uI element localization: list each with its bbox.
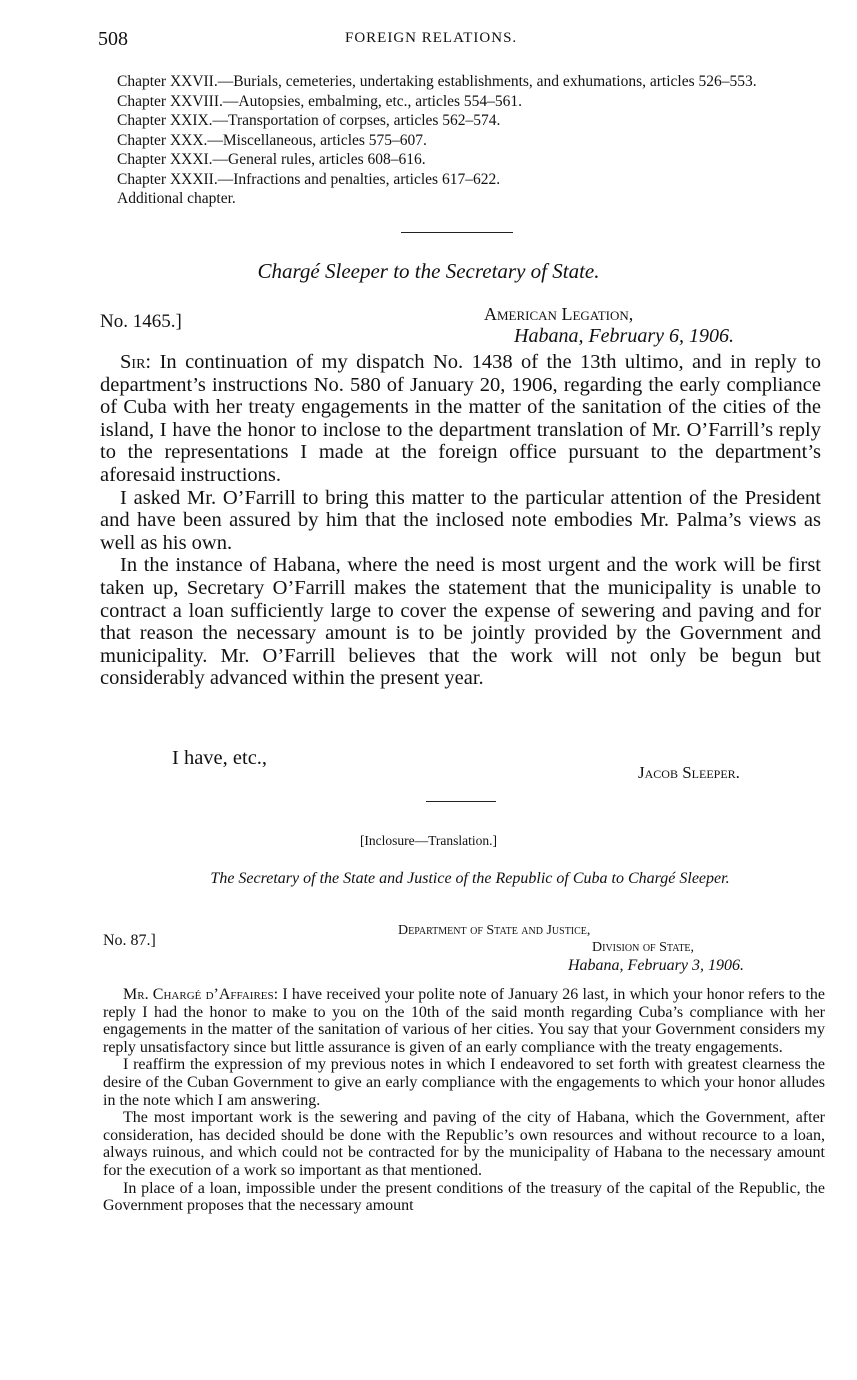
dispatch-place: American Legation, bbox=[484, 304, 634, 324]
running-head: FOREIGN RELATIONS. bbox=[345, 30, 518, 46]
inclosure-paragraph: In place of a loan, impossible under the present conditions of the treasury of the capital of the Republic, the Government proposes that the necessary amount bbox=[103, 1179, 825, 1215]
salutation: Mr. Chargé d’Affaires: bbox=[123, 986, 279, 1003]
dispatch-paragraph: In the instance of Habana, where the need is most urgent and the work will be first taken up, Secretary O’Farrill makes the statement that the municipality is unable to contract a loan sufficiently large to cover the expense of sewering and paving and for that reason the necessary amount is to be jointly provided by the Government and municipality. Mr. O’Farrill believes that the work will not only be begun but considerably advanced within the present year. bbox=[100, 554, 821, 690]
section-divider bbox=[401, 232, 513, 233]
chapter-list bbox=[100, 72, 820, 209]
dispatch-signature: Jacob Sleeper. bbox=[638, 763, 740, 782]
inclosure-paragraph: Mr. Chargé d’Affaires: I have received your polite note of January 26 last, in which your honor refers to the reply I had the honor to make to you on the 10th of the said month regarding Cuba’s compliance with her engagements in the matter of the sanitation of various of her cities. You say that your Government considers my reply unsatisfactory since but little assurance is given of an early compliance with the treaty engagements. bbox=[103, 986, 825, 1056]
dispatch-paragraph: I asked Mr. O’Farrill to bring this matter to the particular attention of the President and have been assured by him that the inclosed note embodies Mr. Palma’s views as well as his own. bbox=[100, 486, 821, 554]
page-number: 508 bbox=[98, 28, 128, 50]
dispatch-closing: I have, etc., bbox=[172, 747, 268, 769]
inclosure-heading: The Secretary of the State and Justice of the Republic of Cuba to Chargé Sleeper. bbox=[210, 870, 730, 887]
salutation: Sir: bbox=[120, 351, 152, 373]
chapter-item: Chapter XXVII.—Burials, cemeteries, undertaking establishments, and exhumations, articles 526–553. bbox=[117, 73, 757, 90]
chapter-item: Chapter XXVIII.—Autopsies, embalming, etc., articles 554–561. bbox=[117, 92, 523, 110]
section-divider bbox=[426, 801, 496, 802]
chapter-item: Chapter XXXII.—Infractions and penalties, articles 617–622. bbox=[117, 170, 501, 188]
dispatch-number: No. 1465.] bbox=[100, 311, 182, 332]
inclosure-division: Division of State, bbox=[592, 940, 695, 955]
dispatch-paragraph: Sir: In continuation of my dispatch No. 1438 of the 13th ultimo, and in reply to department’s instructions No. 580 of January 20, 1906, regarding the early compliance of Cuba with her treaty engagements in the matter of the sanitation of the cities of the island, I have the honor to inclose to the department translation of Mr. O’Farrill’s reply to the representations I made at the foreign office pursuant to the department’s aforesaid instructions. bbox=[100, 351, 821, 486]
dispatch-body bbox=[100, 351, 821, 690]
inclosure-paragraph: I reaffirm the expression of my previous notes in which I endeavored to set forth with greatest clearness the desire of the Cuban Government to give an early compliance with the engagements to which your honor alludes in the note which I am answering. bbox=[103, 1056, 825, 1109]
inclosure-department: Department of State and Justice, bbox=[398, 923, 591, 938]
inclosure-body bbox=[103, 986, 825, 1215]
chapter-item: Chapter XXXI.—General rules, articles 608–616. bbox=[117, 151, 426, 168]
inclosure-paragraph: The most important work is the sewering and paving of the city of Habana, which the Government, after consideration, has decided should be done with the Republic’s own resources and without recource to a loan, always ruinous, and which could not be contracted for by the municipality of Habana to the necessary amount for the execution of a work so important as that mentioned. bbox=[103, 1109, 825, 1179]
chapter-item: Chapter XXX.—Miscellaneous, articles 575–607. bbox=[117, 131, 427, 149]
inclosure-label: [Inclosure—Translation.] bbox=[359, 833, 498, 848]
inclosure-number: No. 87.] bbox=[103, 932, 156, 949]
dispatch-heading: Chargé Sleeper to the Secretary of State. bbox=[257, 259, 600, 283]
chapter-item: Chapter XXIX.—Transportation of corpses, articles 562–574. bbox=[117, 112, 501, 129]
dispatch-date: Habana, February 6, 1906. bbox=[514, 325, 734, 347]
chapter-item: Additional chapter. bbox=[117, 190, 236, 207]
inclosure-date: Habana, February 3, 1906. bbox=[568, 957, 744, 974]
